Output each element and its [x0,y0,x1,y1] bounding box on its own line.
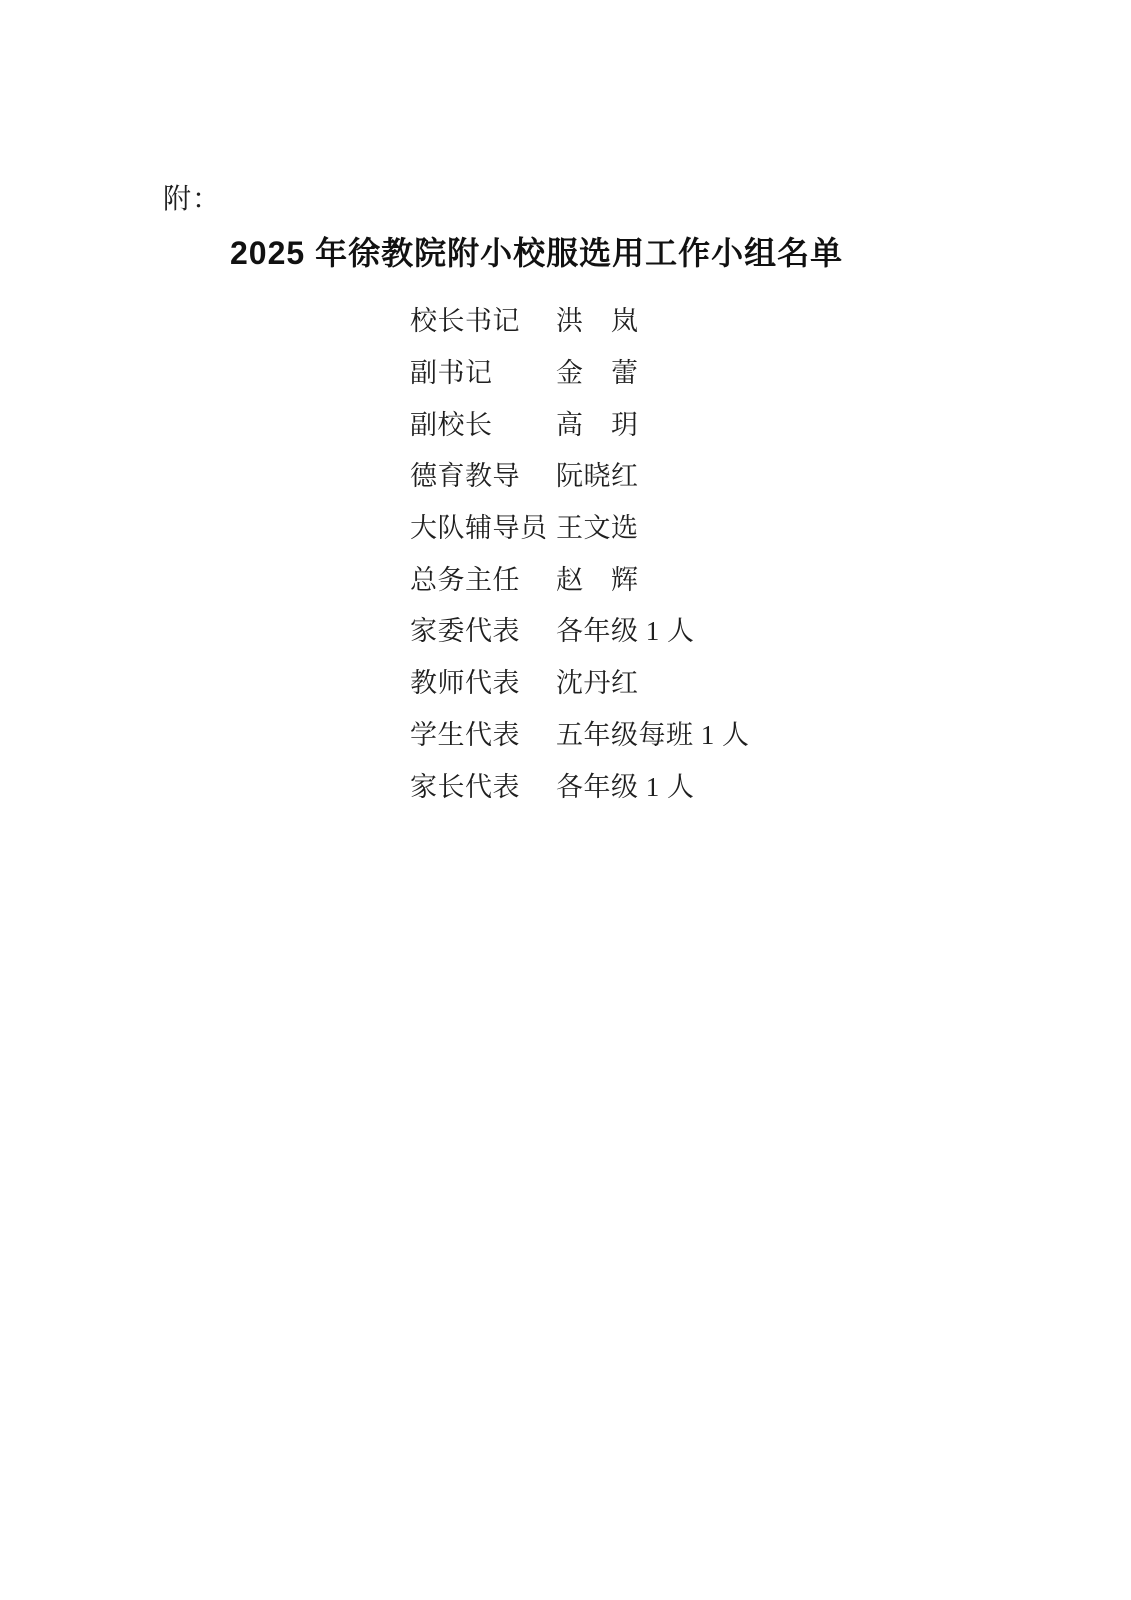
member-name: 王文选 [556,513,639,544]
role-label: 总务主任 [410,564,520,595]
member-name: 各年级 1 人 [556,771,695,802]
member-name: 五年级每班 1 人 [556,719,750,750]
page-title: 2025 年徐教院附小校服选用工作小组名单 [230,235,844,271]
roster-row [410,500,750,552]
role-label: 家委代表 [410,616,520,647]
roster-row [410,603,750,655]
role-label: 副书记 [410,358,493,389]
member-name: 洪 岚 [556,306,639,337]
roster-row [410,345,750,397]
role-label: 校长书记 [410,306,520,337]
role-label: 教师代表 [410,668,520,699]
member-name: 金 蕾 [556,358,639,389]
role-label: 德育教导 [410,461,520,492]
role-label: 家长代表 [410,771,520,802]
roster-row [410,448,750,500]
member-name: 沈丹红 [556,668,639,699]
roster-row [410,655,750,707]
roster-row [410,551,750,603]
attachment-label: 附： [163,184,222,215]
member-name: 赵 辉 [556,564,639,595]
member-name: 高 玥 [556,409,639,440]
role-label: 副校长 [410,409,493,440]
member-roster [410,293,750,810]
member-name: 阮晓红 [556,461,639,492]
roster-row [410,396,750,448]
roster-row [410,293,750,345]
roster-row [410,707,750,759]
role-label: 大队辅导员 [410,513,548,544]
roster-row [410,758,750,810]
role-label: 学生代表 [410,719,520,750]
member-name: 各年级 1 人 [556,616,695,647]
